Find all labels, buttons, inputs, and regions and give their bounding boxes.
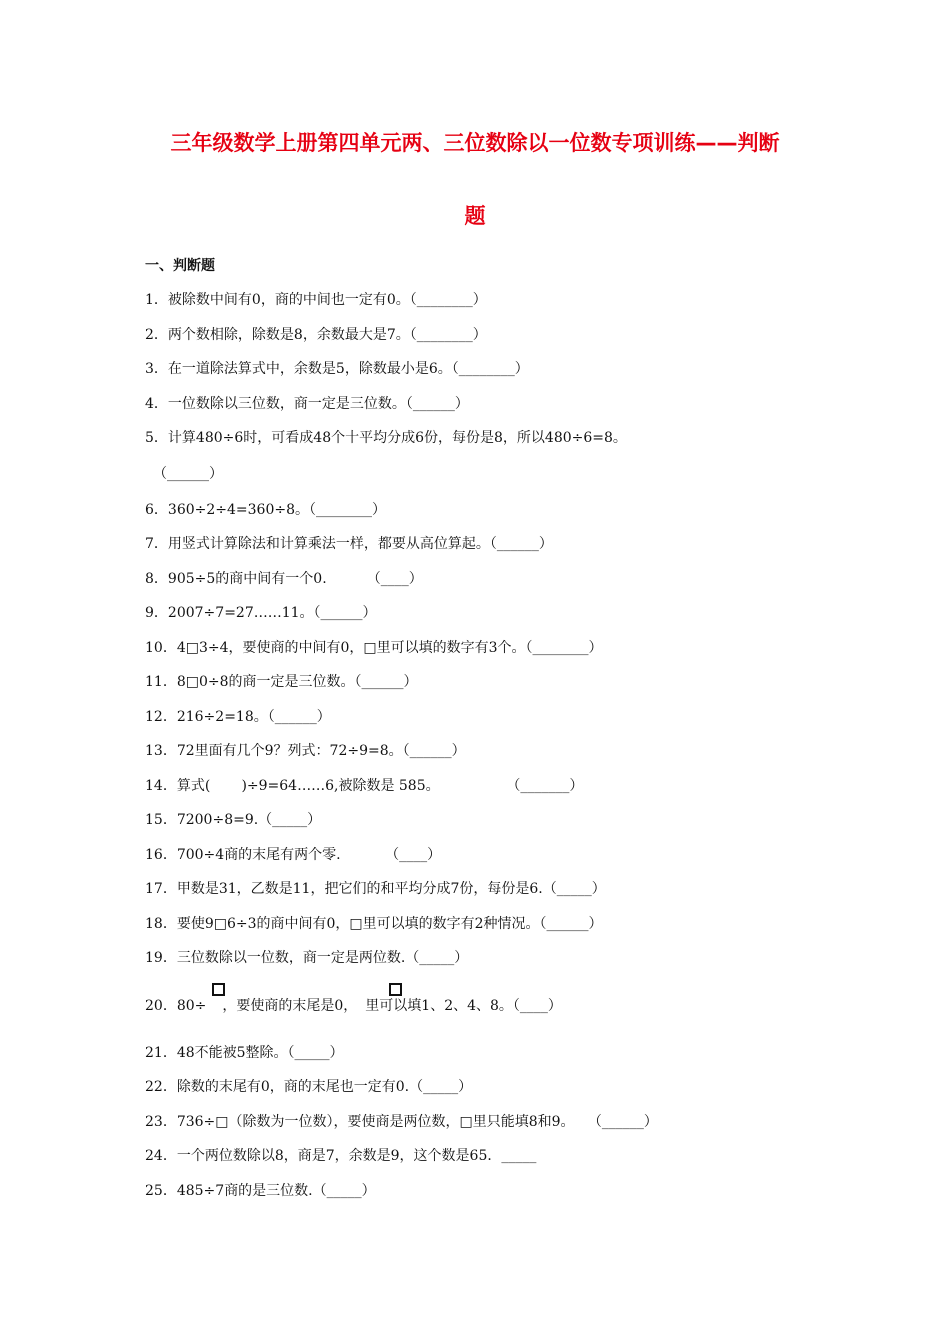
question-number: 2． <box>145 327 168 343</box>
question-number: 9． <box>145 605 168 621</box>
question-24 <box>145 1146 536 1166</box>
question-text: 一个两位数除以8，商是7，余数是9，这个数是65．_____ <box>176 1148 537 1164</box>
question-text: 被除数中间有0，商的中间也一定有0。（________） <box>167 292 487 308</box>
question-text: 48不能被5整除。（_____） <box>176 1045 344 1061</box>
question-text: 360÷2÷4=360÷8。（________） <box>167 502 387 518</box>
page-title-line-2: 题 <box>464 204 486 228</box>
question-6 <box>145 500 386 520</box>
question-19 <box>145 948 468 968</box>
question-number: 17． <box>145 881 177 897</box>
question-text: 要使9□6÷3的商中间有0，□里可以填的数字有2种情况。（______） <box>176 916 603 932</box>
question-number: 14． <box>145 778 177 794</box>
blank-box-icon <box>389 983 402 996</box>
question-number: 13． <box>145 743 177 759</box>
question-text: 除数的末尾有0，商的末尾也一定有0.（_____） <box>176 1079 473 1095</box>
question-number: 21． <box>145 1045 177 1061</box>
question-text: 甲数是31，乙数是11，把它们的和平均分成7份，每份是6.（_____） <box>176 881 606 897</box>
question-number: 16． <box>145 847 177 863</box>
question-21 <box>145 1043 344 1063</box>
question-number: 4． <box>145 396 168 412</box>
question-text-part-2: ，要使商的末尾是0， <box>222 998 358 1014</box>
question-text: 在一道除法算式中，余数是5，除数最小是6。（________） <box>167 361 529 377</box>
section-heading: 一、判断题 <box>145 258 215 274</box>
question-number: 18． <box>145 916 177 932</box>
page-title-line-1: 三年级数学上册第四单元两、三位数除以一位数专项训练——判断 <box>170 131 780 155</box>
question-18 <box>145 914 603 934</box>
question-11 <box>145 672 418 692</box>
question-14 <box>145 776 583 796</box>
question-number: 12． <box>145 709 177 725</box>
question-text: 算式( )÷9=64……6,被除数是 585。 （_______） <box>176 778 584 794</box>
question-12 <box>145 707 331 727</box>
question-9 <box>145 603 377 623</box>
question-3 <box>145 359 529 379</box>
question-number: 1． <box>145 292 168 308</box>
question-text-part-1: 80÷ <box>176 998 207 1014</box>
question-10 <box>145 638 603 658</box>
question-text: 736÷□（除数为一位数），要使商是两位数，□里只能填8和9。 （______） <box>176 1114 658 1130</box>
question-16 <box>145 845 441 865</box>
question-23 <box>145 1112 658 1132</box>
question-number: 25． <box>145 1183 177 1199</box>
question-text: 4□3÷4，要使商的中间有0，□里可以填的数字有3个。（________） <box>176 640 603 656</box>
question-number: 5． <box>145 430 168 446</box>
question-20 <box>145 996 562 1016</box>
question-number: 19． <box>145 950 177 966</box>
question-22 <box>145 1077 472 1097</box>
question-text: 三位数除以一位数，商一定是两位数.（_____） <box>176 950 469 966</box>
question-text: 72里面有几个9？列式：72÷9=8。（______） <box>176 743 466 759</box>
question-15 <box>145 810 321 830</box>
question-number: 22． <box>145 1079 177 1095</box>
question-4 <box>145 394 469 414</box>
question-number: 10． <box>145 640 177 656</box>
question-text: 用竖式计算除法和计算乘法一样，都要从高位算起。（______） <box>167 536 553 552</box>
question-number: 24． <box>145 1148 177 1164</box>
question-25 <box>145 1181 376 1201</box>
question-text: 905÷5的商中间有一个0. （____） <box>167 571 423 587</box>
question-number: 15． <box>145 812 177 828</box>
question-13 <box>145 741 466 761</box>
question-text: 一位数除以三位数，商一定是三位数。（______） <box>167 396 469 412</box>
question-7 <box>145 534 553 554</box>
question-number: 20． <box>145 998 177 1014</box>
question-5 <box>145 428 627 448</box>
question-number: 6． <box>145 502 168 518</box>
question-text: 两个数相除，除数是8，余数最大是7。（________） <box>167 327 487 343</box>
question-1 <box>145 290 487 310</box>
question-number: 7． <box>145 536 168 552</box>
question-text: 7200÷8=9.（_____） <box>176 812 322 828</box>
question-5-answer-blank: （______） <box>153 466 223 482</box>
question-2 <box>145 325 487 345</box>
question-text: 216÷2=18。（______） <box>176 709 331 725</box>
question-number: 3． <box>145 361 168 377</box>
blank-box-icon <box>212 983 225 996</box>
question-number: 11． <box>145 674 177 690</box>
question-text: 700÷4商的末尾有两个零. （____） <box>176 847 442 863</box>
question-text-part-3: 里可以填1、2、4、8。（____） <box>365 998 562 1014</box>
question-text: 8□0÷8的商一定是三位数。（______） <box>176 674 418 690</box>
question-text: 2007÷7=27……11。（______） <box>167 605 377 621</box>
question-number: 8． <box>145 571 168 587</box>
question-text: 计算480÷6时，可看成48个十平均分成6份，每份是8，所以480÷6=8。 <box>167 430 627 446</box>
question-17 <box>145 879 606 899</box>
question-text: 485÷7商的是三位数.（_____） <box>176 1183 376 1199</box>
question-number: 23． <box>145 1114 177 1130</box>
question-8 <box>145 569 423 589</box>
